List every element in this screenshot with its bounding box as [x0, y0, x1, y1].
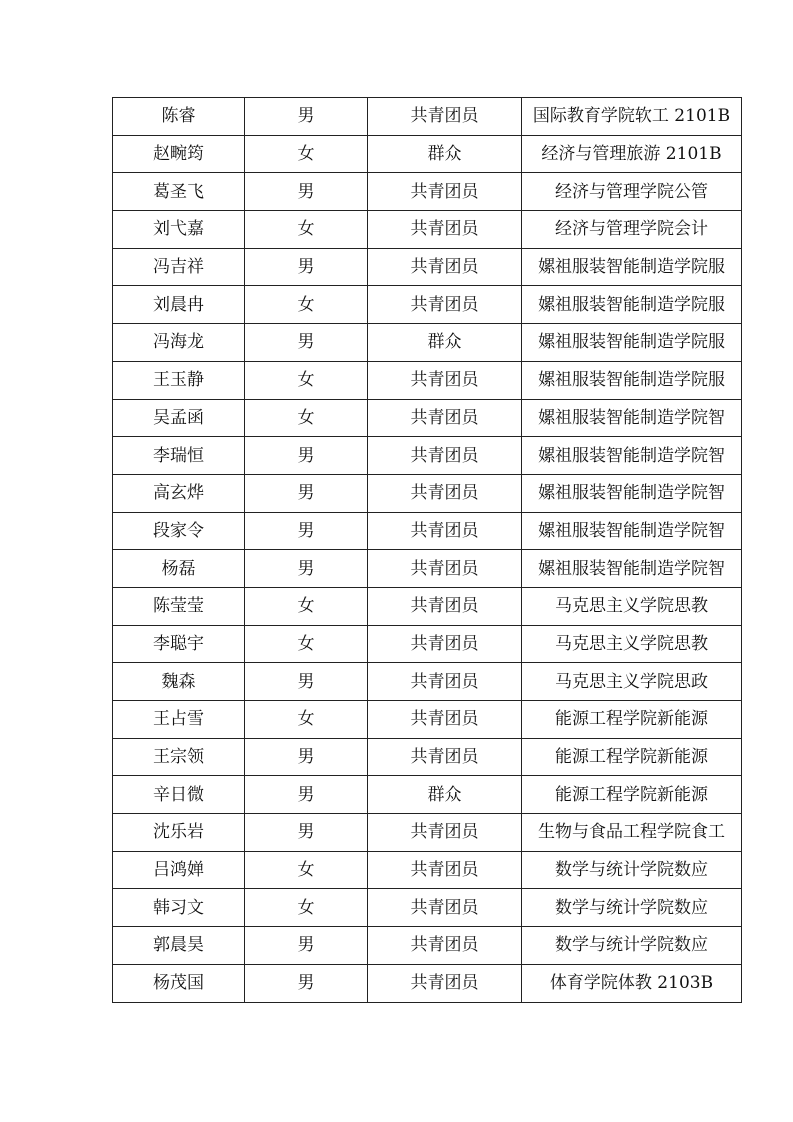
student-name-cell: 辛日微: [113, 776, 245, 814]
student-name-cell: 陈莹莹: [113, 587, 245, 625]
college-class-cell: 能源工程学院新能源: [522, 701, 742, 739]
gender-cell: 男: [245, 814, 368, 852]
college-class-cell: 数学与统计学院数应: [522, 889, 742, 927]
table-row: [113, 889, 742, 927]
college-class-cell: 嫘祖服装智能制造学院智: [522, 512, 742, 550]
political-status-cell: 共青团员: [368, 248, 522, 286]
gender-cell: 女: [245, 361, 368, 399]
gender-cell: 男: [245, 663, 368, 701]
political-status-cell: 共青团员: [368, 701, 522, 739]
college-class-cell: 嫘祖服装智能制造学院服: [522, 248, 742, 286]
gender-cell: 女: [245, 399, 368, 437]
college-class-cell: 嫘祖服装智能制造学院服: [522, 324, 742, 362]
political-status-cell: 共青团员: [368, 663, 522, 701]
political-status-cell: 共青团员: [368, 286, 522, 324]
college-class-cell: 能源工程学院新能源: [522, 776, 742, 814]
college-class-cell: 经济与管理学院公管: [522, 173, 742, 211]
political-status-cell: 共青团员: [368, 889, 522, 927]
political-status-cell: 共青团员: [368, 550, 522, 588]
political-status-cell: 共青团员: [368, 361, 522, 399]
political-status-cell: 共青团员: [368, 512, 522, 550]
gender-cell: 女: [245, 135, 368, 173]
student-name-cell: 李瑞恒: [113, 437, 245, 475]
college-class-cell: 马克思主义学院思教: [522, 625, 742, 663]
table-row: [113, 927, 742, 965]
gender-cell: 男: [245, 964, 368, 1002]
gender-cell: 女: [245, 211, 368, 249]
political-status-cell: 共青团员: [368, 814, 522, 852]
student-name-cell: 沈乐岩: [113, 814, 245, 852]
student-table: [112, 97, 742, 1003]
student-name-cell: 韩习文: [113, 889, 245, 927]
table-row: [113, 587, 742, 625]
table-row: [113, 701, 742, 739]
student-name-cell: 段家令: [113, 512, 245, 550]
gender-cell: 女: [245, 587, 368, 625]
gender-cell: 女: [245, 701, 368, 739]
table-row: [113, 399, 742, 437]
college-class-cell: 经济与管理学院会计: [522, 211, 742, 249]
college-class-cell: 嫘祖服装智能制造学院服: [522, 286, 742, 324]
college-class-cell: 马克思主义学院思政: [522, 663, 742, 701]
table-row: [113, 512, 742, 550]
student-name-cell: 杨茂国: [113, 964, 245, 1002]
table-row: [113, 173, 742, 211]
college-class-cell: 嫘祖服装智能制造学院智: [522, 437, 742, 475]
student-name-cell: 冯吉祥: [113, 248, 245, 286]
table-row: [113, 324, 742, 362]
table-row: [113, 98, 742, 136]
student-name-cell: 刘弋嘉: [113, 211, 245, 249]
table-row: [113, 814, 742, 852]
table-row: [113, 550, 742, 588]
student-name-cell: 陈睿: [113, 98, 245, 136]
student-name-cell: 王玉静: [113, 361, 245, 399]
college-class-cell: 数学与统计学院数应: [522, 851, 742, 889]
student-name-cell: 刘晨冉: [113, 286, 245, 324]
college-class-cell: 体育学院体教 2103B: [522, 964, 742, 1002]
gender-cell: 女: [245, 851, 368, 889]
student-table-body: [113, 98, 742, 1003]
political-status-cell: 群众: [368, 776, 522, 814]
college-class-cell: 嫘祖服装智能制造学院智: [522, 550, 742, 588]
table-row: [113, 625, 742, 663]
table-row: [113, 361, 742, 399]
gender-cell: 男: [245, 98, 368, 136]
gender-cell: 男: [245, 173, 368, 211]
political-status-cell: 共青团员: [368, 211, 522, 249]
political-status-cell: 共青团员: [368, 98, 522, 136]
gender-cell: 男: [245, 324, 368, 362]
gender-cell: 男: [245, 738, 368, 776]
gender-cell: 男: [245, 927, 368, 965]
political-status-cell: 共青团员: [368, 399, 522, 437]
gender-cell: 男: [245, 437, 368, 475]
student-name-cell: 葛圣飞: [113, 173, 245, 211]
college-class-cell: 经济与管理旅游 2101B: [522, 135, 742, 173]
gender-cell: 男: [245, 512, 368, 550]
table-row: [113, 474, 742, 512]
student-name-cell: 吕鸿婵: [113, 851, 245, 889]
gender-cell: 男: [245, 474, 368, 512]
political-status-cell: 共青团员: [368, 437, 522, 475]
political-status-cell: 共青团员: [368, 173, 522, 211]
college-class-cell: 嫘祖服装智能制造学院服: [522, 361, 742, 399]
student-name-cell: 王占雪: [113, 701, 245, 739]
gender-cell: 男: [245, 776, 368, 814]
college-class-cell: 生物与食品工程学院食工: [522, 814, 742, 852]
table-row: [113, 248, 742, 286]
political-status-cell: 共青团员: [368, 927, 522, 965]
student-name-cell: 杨磊: [113, 550, 245, 588]
gender-cell: 女: [245, 625, 368, 663]
student-name-cell: 吴孟函: [113, 399, 245, 437]
political-status-cell: 共青团员: [368, 851, 522, 889]
table-row: [113, 135, 742, 173]
political-status-cell: 共青团员: [368, 587, 522, 625]
student-name-cell: 李聪宇: [113, 625, 245, 663]
political-status-cell: 群众: [368, 135, 522, 173]
student-name-cell: 赵畹筠: [113, 135, 245, 173]
gender-cell: 男: [245, 248, 368, 286]
student-name-cell: 王宗领: [113, 738, 245, 776]
student-name-cell: 冯海龙: [113, 324, 245, 362]
political-status-cell: 共青团员: [368, 474, 522, 512]
table-row: [113, 211, 742, 249]
gender-cell: 女: [245, 889, 368, 927]
college-class-cell: 马克思主义学院思教: [522, 587, 742, 625]
table-row: [113, 286, 742, 324]
table-row: [113, 663, 742, 701]
student-name-cell: 郭晨昊: [113, 927, 245, 965]
political-status-cell: 群众: [368, 324, 522, 362]
table-row: [113, 851, 742, 889]
college-class-cell: 国际教育学院软工 2101B: [522, 98, 742, 136]
political-status-cell: 共青团员: [368, 625, 522, 663]
table-row: [113, 738, 742, 776]
college-class-cell: 嫘祖服装智能制造学院智: [522, 474, 742, 512]
student-name-cell: 魏森: [113, 663, 245, 701]
political-status-cell: 共青团员: [368, 738, 522, 776]
political-status-cell: 共青团员: [368, 964, 522, 1002]
table-row: [113, 776, 742, 814]
student-name-cell: 高玄烨: [113, 474, 245, 512]
gender-cell: 男: [245, 550, 368, 588]
college-class-cell: 嫘祖服装智能制造学院智: [522, 399, 742, 437]
college-class-cell: 能源工程学院新能源: [522, 738, 742, 776]
table-row: [113, 437, 742, 475]
gender-cell: 女: [245, 286, 368, 324]
college-class-cell: 数学与统计学院数应: [522, 927, 742, 965]
table-row: [113, 964, 742, 1002]
